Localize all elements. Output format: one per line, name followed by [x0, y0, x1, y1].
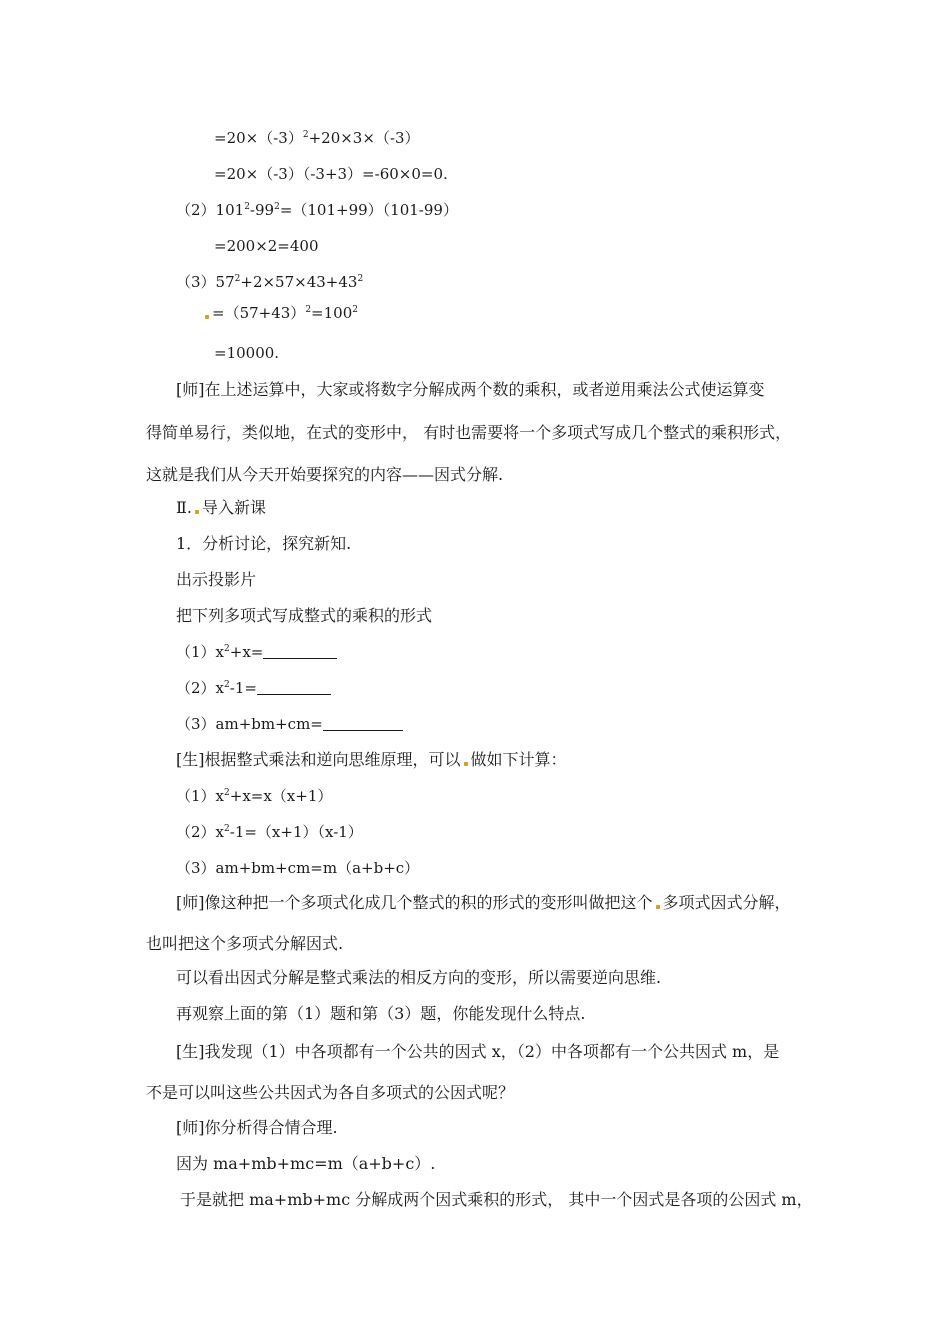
answer-text: （2）x [176, 823, 225, 841]
answer-text: （1）x [176, 787, 225, 805]
paragraph-line: [生]我发现（1）中各项都有一个公共的因式 x，（2）中各项都有一个公共因式 m，是 [176, 1042, 780, 1061]
highlight-mark-icon [656, 905, 660, 909]
paragraph-line: 也叫把这个多项式分解因式. [146, 934, 344, 953]
equation-line: =200×2=400 [214, 237, 319, 255]
equation-text: =100 [311, 304, 353, 322]
text-segment: 做如下计算： [470, 750, 567, 769]
superscript: 2 [224, 680, 230, 690]
equation-text: （3）57 [176, 273, 235, 291]
answer-line: （3）am+bm+cm=m（a+b+c） [176, 859, 420, 877]
equation-text: +2×57×43+43 [240, 273, 358, 291]
text-line: 出示投影片 [176, 570, 257, 589]
equation-line: =20×（-3）（-3+3）=-60×0=0. [214, 165, 448, 183]
text-line: 把下列多项式写成整式的乘积的形式 [176, 606, 433, 625]
paragraph-line: 得简单易行，类似地，在式的变形中， 有时也需要将一个多项式写成几个整式的乘积形式， [146, 423, 792, 442]
paragraph-line: [师]在上述运算中，大家或将数字分解成两个数的乘积，或者逆用乘法公式使运算变 [176, 380, 765, 399]
text-segment: [生]根据整式乘法和逆向思维原理，可以 [176, 750, 461, 769]
superscript: 2 [357, 274, 364, 284]
paragraph-line: 这就是我们从今天开始要探究的内容——因式分解. [146, 465, 504, 484]
answer-text: +x=x（x+1） [229, 787, 333, 805]
text-line: 1．分析讨论，探究新知. [176, 534, 352, 553]
equation-text: -99 [249, 201, 275, 219]
superscript: 2 [305, 305, 312, 315]
question-text: （1）x [176, 643, 225, 661]
text-segment: 多项式因式分解， [662, 893, 791, 912]
text-line: [师]你分析得合情合理. [176, 1118, 338, 1137]
superscript: 2 [352, 305, 358, 315]
section-number: Ⅱ. [176, 498, 192, 517]
superscript: 2 [234, 274, 241, 284]
highlight-mark-icon [205, 315, 209, 319]
equation-text: +20×3×（-3） [308, 129, 420, 147]
question-line [176, 678, 331, 698]
answer-line [176, 786, 332, 806]
section-title: 导入新课 [201, 498, 266, 517]
paragraph-line: 不是可以叫这些公共因式为各自多项式的公因式呢？ [146, 1083, 515, 1102]
equation-text: =（101+99）（101-99） [279, 201, 458, 219]
text-line: 再观察上面的第（1）题和第（3）题，你能发现什么特点. [176, 1004, 586, 1023]
text-line [176, 750, 567, 770]
equation-line [202, 303, 358, 323]
answer-line [176, 822, 363, 842]
equation-line [214, 128, 420, 148]
equation-text: （2）101 [176, 201, 245, 219]
question-line [176, 642, 337, 662]
superscript: 2 [302, 130, 309, 140]
superscript: 2 [224, 788, 230, 798]
superscript: 2 [274, 202, 280, 212]
text-segment: [师]像这种把一个多项式化成几个整式的积的形式的变形叫做把这个 [176, 893, 653, 912]
equation-text: =（57+43） [212, 304, 306, 322]
superscript: 2 [224, 644, 230, 654]
equation-text: =20×（-3） [214, 129, 303, 147]
superscript: 2 [224, 824, 230, 834]
highlight-mark-icon [464, 762, 468, 766]
question-text: （3）am+bm+cm= [176, 715, 323, 733]
highlight-mark-icon [195, 510, 199, 514]
text-line: 可以看出因式分解是整式乘法的相反方向的变形，所以需要逆向思维. [176, 968, 662, 987]
equation-line: =10000. [214, 344, 280, 362]
question-line [176, 714, 403, 734]
question-text: +x= [229, 643, 264, 661]
paragraph-line [176, 893, 791, 913]
answer-blank [257, 680, 331, 695]
question-text: （2）x [176, 679, 225, 697]
text-line: 于是就把 ma+mb+mc 分解成两个因式乘积的形式， 其中一个因式是各项的公因式 m， [180, 1190, 813, 1209]
equation-line [176, 200, 458, 220]
answer-blank [323, 716, 403, 731]
text-line: 因为 ma+mb+mc=m（a+b+c）. [176, 1154, 436, 1173]
equation-line [176, 272, 363, 292]
answer-text: -1=（x+1）（x-1） [229, 823, 363, 841]
answer-blank [263, 644, 337, 659]
section-heading [176, 498, 266, 518]
question-text: -1= [229, 679, 257, 697]
superscript: 2 [244, 202, 250, 212]
